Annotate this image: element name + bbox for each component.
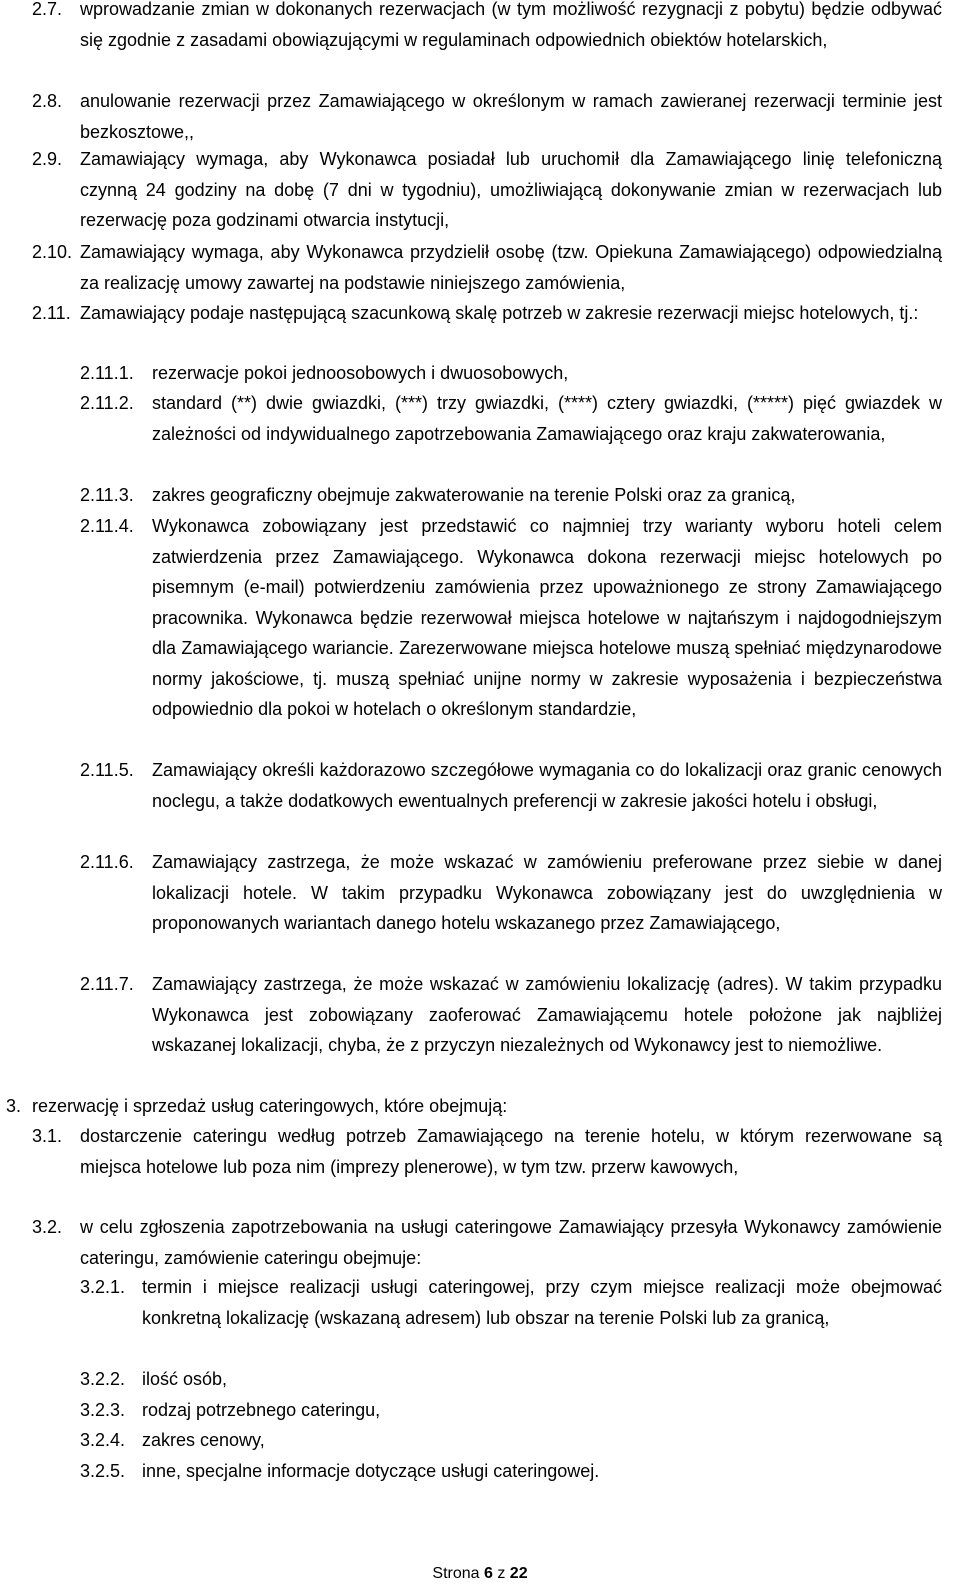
- item-number: 3.2.4.: [80, 1430, 126, 1450]
- list-item-2-11-6: [80, 847, 942, 939]
- item-text: termin i miejsce realizacji usługi cateringowej, przy czym miejsce realizacji może obejmować konkretną lokalizację (wskazaną adresem) lub obszar na terenie Polski lub za granicą,: [142, 1277, 942, 1328]
- item-text: rezerwację i sprzedaż usług cateringowych, które obejmują:: [32, 1096, 508, 1116]
- item-text: Zamawiający wymaga, aby Wykonawca posiadał lub uruchomił dla Zamawiającego linię telefoniczną czynną 24 godziny na dobę (7 dni w tygodniu), umożliwiającą dokonywanie zmian w rezerwacjach lub rezerwację poza godzinami otwarcia instytucji,: [80, 149, 942, 230]
- item-number: 2.10.: [32, 242, 73, 262]
- item-number: 3.2.1.: [80, 1277, 126, 1297]
- total-pages: 22: [509, 1565, 528, 1582]
- list-item-2-11-3: [80, 480, 942, 511]
- item-number: 3.1.: [32, 1126, 63, 1146]
- item-text: anulowanie rezerwacji przez Zamawiającego w określonym w ramach zawieranej rezerwacji terminie jest bezkosztowe,,: [80, 91, 942, 142]
- item-text: rodzaj potrzebnego cateringu,: [142, 1400, 381, 1420]
- item-number: 2.11.6.: [80, 852, 134, 872]
- item-text: Wykonawca zobowiązany jest przedstawić co najmniej trzy warianty wyboru hoteli celem zatwierdzenia przez Zamawiającego. Wykonawca dokona rezerwacji miejsc hotelowych po pisemnym (e-mail) potwierdzeniu zamówienia przez upoważnionego ze strony Zamawiającego pracownika. Wykonawca będzie rezerwował miejsca hotelowe w najtańszym i najdogodniejszym dla Zamawiającego wariancie. Zarezerwowane miejsca hotelowe muszą spełniać międzynarodowe normy jakościowe, tj. muszą spełniać unijne normy w zakresie wyposażenia i bezpieczeństwa odpowiednio dla pokoi w hotelach o określonym standardzie,: [152, 516, 942, 719]
- list-item-2-11-4: [80, 511, 942, 725]
- item-number: 2.11.2.: [80, 393, 134, 413]
- item-number: 2.11.7.: [80, 974, 134, 994]
- item-number: 3.2.2.: [80, 1369, 126, 1389]
- list-item-3-2-5: [80, 1456, 942, 1487]
- list-item-2-7: [32, 0, 942, 55]
- list-item-2-11-5: [80, 755, 942, 816]
- list-item-3-2-2: [80, 1364, 942, 1395]
- item-number: 2.11.5.: [80, 760, 134, 780]
- list-item-2-11-7: [80, 969, 942, 1061]
- current-page-number: 6: [483, 1565, 493, 1582]
- item-text: Zamawiający określi każdorazowo szczegółowe wymagania co do lokalizacji oraz granic cenowych noclegu, a także dodatkowych ewentualnych preferencji w zakresie jakości hotelu i obsługi,: [152, 760, 942, 811]
- item-text: Zamawiający zastrzega, że może wskazać w zamówieniu lokalizację (adres). W takim przypadku Wykonawca jest zobowiązany zaoferować Zamawiającemu hotele położone jak najbliżej wskazanej lokalizacji, chyba, że z przyczyn niezależnych od Wykonawcy jest to niemożliwe.: [152, 974, 942, 1055]
- item-text: zakres geograficzny obejmuje zakwaterowanie na terenie Polski oraz za granicą,: [152, 485, 796, 505]
- footer-separator: z: [497, 1565, 506, 1582]
- list-item-2-11: [32, 298, 942, 329]
- list-item-3-1: [32, 1121, 942, 1182]
- list-item-3-2-1: [80, 1272, 942, 1333]
- item-text: ilość osób,: [142, 1369, 228, 1389]
- item-number: 2.11.: [32, 303, 71, 323]
- list-item-3-2: [32, 1212, 942, 1273]
- list-item-2-10: [32, 237, 942, 298]
- item-number: 3.2.5.: [80, 1461, 126, 1481]
- item-text: inne, specjalne informacje dotyczące usługi cateringowej.: [142, 1461, 600, 1481]
- item-number: 2.8.: [32, 91, 63, 111]
- list-item-2-8: [32, 86, 942, 147]
- page-footer: [0, 1564, 960, 1584]
- item-number: 3.2.3.: [80, 1400, 126, 1420]
- list-item-2-11-1: [80, 358, 942, 389]
- item-text: Zamawiający wymaga, aby Wykonawca przydzielił osobę (tzw. Opiekuna Zamawiającego) odpowiedzialną za realizację umowy zawartej na podstawie niniejszego zamówienia,: [80, 242, 942, 293]
- item-text: standard (**) dwie gwiazdki, (***) trzy gwiazdki, (****) cztery gwiazdki, (*****) pięć gwiazdek w zależności od indywidualnego zapotrzebowania Zamawiającego oraz kraju zakwaterowania,: [152, 393, 942, 444]
- item-text: Zamawiający zastrzega, że może wskazać w zamówieniu preferowane przez siebie w danej lokalizacji hotele. W takim przypadku Wykonawca zobowiązany jest do uwzględnienia w proponowanych wariantach danego hotelu wskazanego przez Zamawiającego,: [152, 852, 942, 933]
- item-text: Zamawiający podaje następującą szacunkową skalę potrzeb w zakresie rezerwacji miejsc hotelowych, tj.:: [80, 303, 919, 323]
- list-item-3: [6, 1091, 942, 1122]
- list-item-2-9: [32, 144, 942, 236]
- item-number: 2.11.4.: [80, 516, 134, 536]
- item-number: 3.: [6, 1096, 22, 1116]
- item-number: 2.9.: [32, 149, 63, 169]
- item-number: 3.2.: [32, 1217, 63, 1237]
- item-number: 2.11.1.: [80, 363, 134, 383]
- list-item-2-11-2: [80, 388, 942, 449]
- item-number: 2.11.3.: [80, 485, 134, 505]
- item-text: w celu zgłoszenia zapotrzebowania na usługi cateringowe Zamawiający przesyła Wykonawcy zamówienie cateringu, zamówienie cateringu obejmuje:: [80, 1217, 942, 1268]
- item-text: wprowadzanie zmian w dokonanych rezerwacjach (w tym możliwość rezygnacji z pobytu) będzie odbywać się zgodnie z zasadami obowiązującymi w regulaminach odpowiednich obiektów hotelarskich,: [80, 0, 942, 50]
- list-item-3-2-3: [80, 1395, 942, 1426]
- item-text: dostarczenie cateringu według potrzeb Zamawiającego na terenie hotelu, w którym rezerwowane są miejsca hotelowe lub poza nim (imprezy plenerowe), w tym tzw. przerw kawowych,: [80, 1126, 942, 1177]
- item-text: rezerwacje pokoi jednoosobowych i dwuosobowych,: [152, 363, 569, 383]
- list-item-3-2-4: [80, 1425, 942, 1456]
- item-number: 2.7.: [32, 0, 63, 19]
- item-text: zakres cenowy,: [142, 1430, 265, 1450]
- footer-prefix: Strona: [432, 1565, 480, 1582]
